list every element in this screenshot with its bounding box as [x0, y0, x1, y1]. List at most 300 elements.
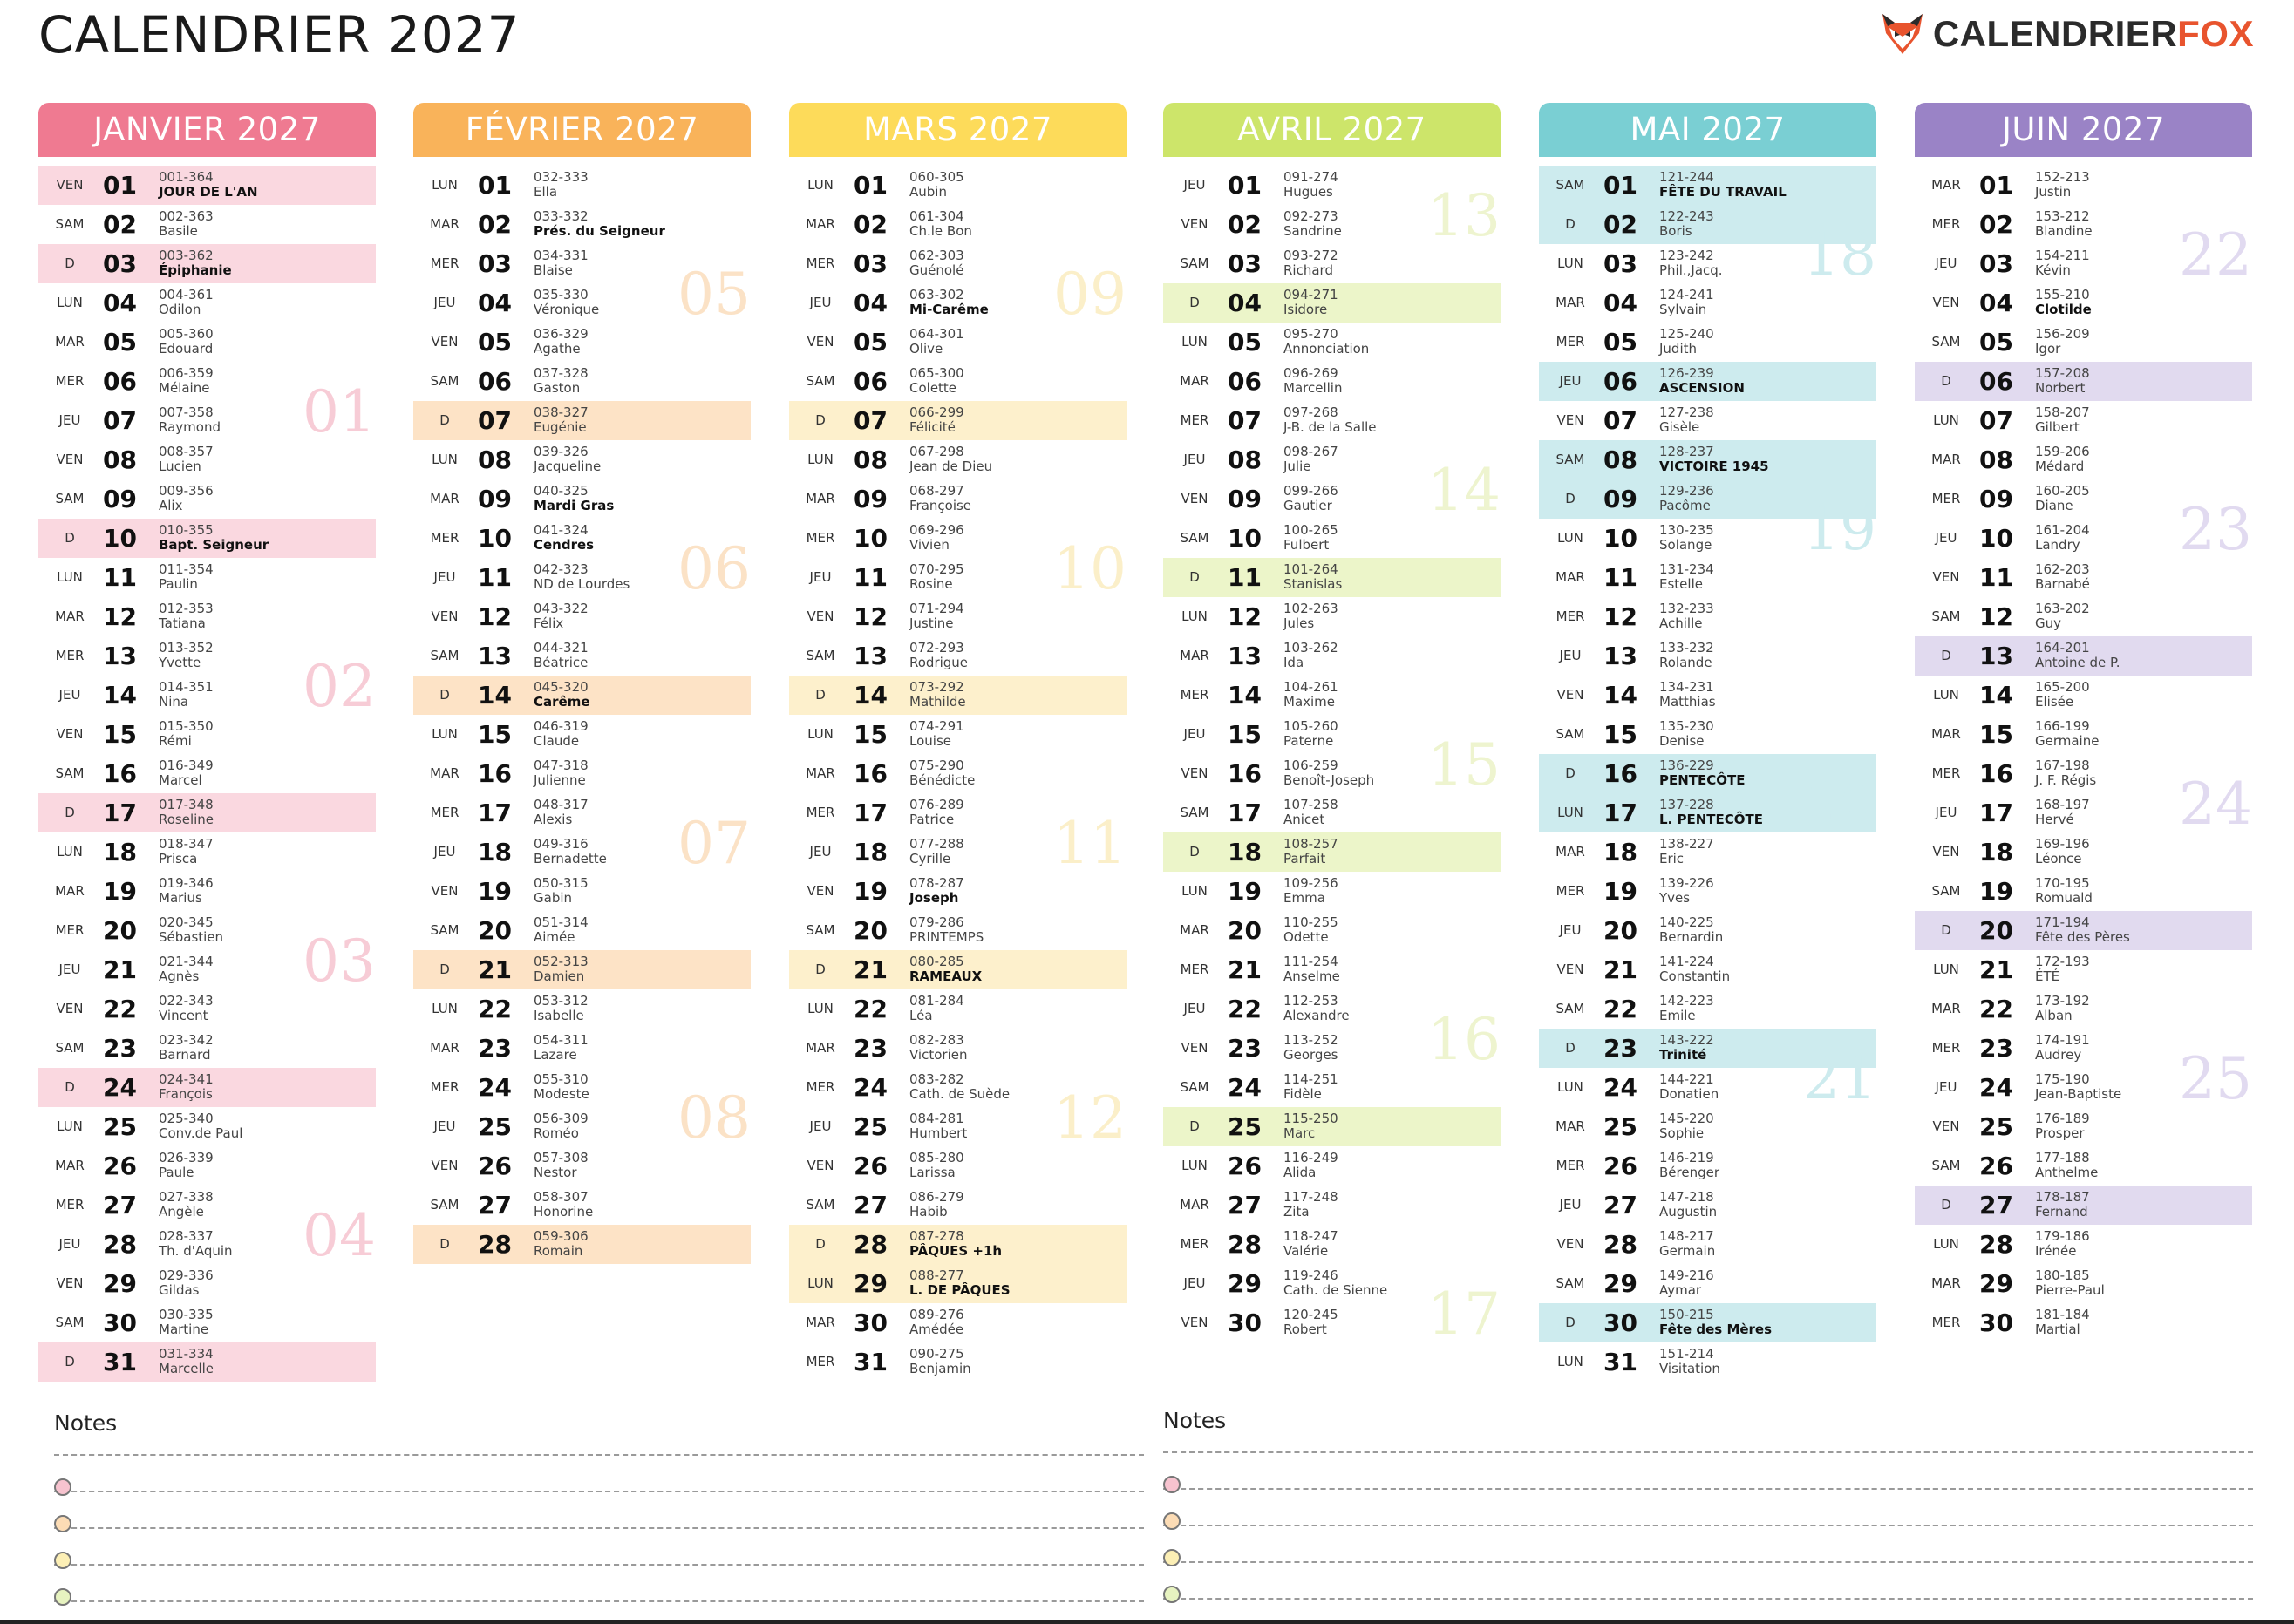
day-row[interactable] [1915, 636, 2252, 676]
notes-line[interactable] [54, 1600, 1144, 1602]
saint-name: Marius [159, 890, 202, 906]
day-of-year-code: 132-233 [1659, 601, 1714, 616]
day-row[interactable] [38, 1303, 376, 1342]
saint-name: Th. d'Aquin [159, 1243, 233, 1259]
weekday-label: MER [806, 805, 835, 820]
day-number: 11 [854, 563, 888, 592]
day-of-year-code: 131-234 [1659, 561, 1714, 577]
day-row[interactable] [38, 166, 376, 205]
day-row[interactable] [1915, 401, 2252, 440]
day-info [1659, 288, 1714, 317]
day-number: 03 [854, 249, 888, 278]
day-row[interactable] [1539, 1107, 1876, 1146]
day-row[interactable] [789, 989, 1127, 1029]
day-number: 23 [1979, 1034, 2013, 1063]
weekday-label: MAR [430, 491, 459, 506]
day-row[interactable] [38, 323, 376, 362]
day-info [159, 1072, 214, 1102]
day-number: 26 [1979, 1152, 2013, 1180]
weekday-label: JEU [1935, 1079, 1957, 1095]
day-row[interactable] [38, 1146, 376, 1186]
notes-checkbox-circle[interactable] [1163, 1512, 1181, 1530]
day-info [534, 209, 665, 239]
day-row[interactable] [789, 715, 1127, 754]
day-row[interactable] [789, 1264, 1127, 1303]
holiday-name: Cendres [534, 537, 595, 553]
notes-checkbox-circle[interactable] [1163, 1476, 1181, 1493]
day-of-year-code: 074-291 [909, 718, 964, 734]
day-of-year-code: 006-359 [159, 365, 214, 381]
day-row[interactable] [1539, 676, 1876, 715]
saint-name: Aymar [1659, 1282, 1702, 1298]
day-row[interactable] [413, 989, 751, 1029]
day-list [1915, 166, 2252, 1342]
day-row[interactable] [38, 872, 376, 911]
notes-line[interactable] [1163, 1598, 2253, 1600]
notes-line[interactable] [1163, 1488, 2253, 1490]
saint-name: Gautier [1283, 498, 1332, 513]
day-row[interactable] [413, 636, 751, 676]
day-row[interactable] [1915, 362, 2252, 401]
weekday-label: MER [55, 648, 85, 663]
day-row[interactable] [413, 950, 751, 989]
day-row[interactable] [1539, 1264, 1876, 1303]
day-row[interactable] [413, 715, 751, 754]
day-row[interactable] [38, 754, 376, 793]
day-number: 29 [1228, 1269, 1262, 1298]
notes-checkbox-circle[interactable] [54, 1552, 71, 1569]
day-row[interactable] [789, 1146, 1127, 1186]
day-row[interactable] [1539, 1342, 1876, 1382]
notes-line[interactable] [54, 1564, 1144, 1566]
day-row[interactable] [789, 911, 1127, 950]
day-of-year-code: 112-253 [1283, 993, 1338, 1009]
day-info [909, 837, 964, 866]
day-row[interactable] [1539, 166, 1876, 205]
saint-name: Rémi [159, 733, 192, 749]
saint-name: Fulbert [1283, 537, 1330, 553]
day-row[interactable] [38, 1107, 376, 1146]
weekday-label: MAR [1555, 1118, 1585, 1134]
day-row[interactable] [789, 205, 1127, 244]
day-row[interactable] [38, 715, 376, 754]
day-row[interactable] [1163, 911, 1501, 950]
day-info [1283, 680, 1338, 710]
day-of-year-code: 005-360 [159, 326, 214, 342]
saint-name: Isidore [1283, 302, 1328, 317]
day-row[interactable] [413, 597, 751, 636]
saint-name: ÉTÉ [2035, 968, 2060, 984]
weekday-label: SAM [1931, 1158, 1961, 1173]
day-of-year-code: 008-357 [159, 444, 214, 459]
day-row[interactable] [38, 519, 376, 558]
day-row[interactable] [1539, 832, 1876, 872]
holiday-name: PENTECÔTE [1659, 772, 1746, 788]
day-row[interactable] [1915, 989, 2252, 1029]
weekday-label: MAR [1931, 726, 1961, 742]
day-row[interactable] [38, 558, 376, 597]
saint-name: Gilbert [2035, 419, 2080, 435]
saint-name: Olive [909, 341, 943, 357]
weekday-label: LUN [57, 1118, 83, 1134]
saint-name: Victorien [909, 1047, 968, 1063]
weekday-label: SAM [55, 216, 85, 232]
saint-name: Sandrine [1283, 223, 1342, 239]
weekday-label: SAM [430, 1197, 459, 1213]
day-info [909, 798, 964, 827]
day-of-year-code: 071-294 [909, 601, 964, 616]
day-row[interactable] [789, 479, 1127, 519]
day-row[interactable] [1163, 832, 1501, 872]
day-info [909, 1308, 964, 1337]
day-row[interactable] [1915, 1146, 2252, 1186]
saint-name: Paule [159, 1165, 194, 1180]
day-info [909, 1111, 967, 1141]
day-row[interactable] [1163, 676, 1501, 715]
day-of-year-code: 147-218 [1659, 1189, 1714, 1205]
notes-label: Notes [1163, 1408, 1227, 1433]
day-info [159, 170, 258, 200]
day-of-year-code: 158-207 [2035, 404, 2090, 420]
day-of-year-code: 058-307 [534, 1189, 589, 1205]
day-row[interactable] [1539, 362, 1876, 401]
day-row[interactable] [38, 1068, 376, 1107]
day-row[interactable] [789, 676, 1127, 715]
notes-line[interactable] [54, 1491, 1144, 1492]
day-row[interactable] [413, 1029, 751, 1068]
day-row[interactable] [38, 832, 376, 872]
month-column-mar [789, 103, 1127, 1382]
day-number: 10 [1228, 524, 1262, 553]
saint-name: Fête des Pères [2035, 929, 2130, 945]
day-row[interactable] [1915, 1107, 2252, 1146]
saint-name: Claude [534, 733, 580, 749]
day-number: 21 [1228, 955, 1262, 984]
day-row[interactable] [413, 323, 751, 362]
day-row[interactable] [38, 479, 376, 519]
day-row[interactable] [1163, 1186, 1501, 1225]
day-row[interactable] [38, 1264, 376, 1303]
day-row[interactable] [1539, 1225, 1876, 1264]
day-row[interactable] [413, 676, 751, 715]
saint-name: Elisée [2035, 694, 2074, 710]
day-of-year-code: 077-288 [909, 836, 964, 852]
day-row[interactable] [1915, 1264, 2252, 1303]
day-row[interactable] [1915, 715, 2252, 754]
day-number: 03 [103, 249, 137, 278]
holiday-name: ASCENSION [1659, 380, 1745, 396]
day-row[interactable] [38, 597, 376, 636]
weekday-label: MER [1555, 334, 1585, 350]
day-row[interactable] [789, 1303, 1127, 1342]
day-row[interactable] [413, 1146, 751, 1186]
day-row[interactable] [413, 1186, 751, 1225]
notes-line[interactable] [54, 1454, 1144, 1456]
day-row[interactable] [1915, 1225, 2252, 1264]
day-row[interactable] [789, 1225, 1127, 1264]
day-row[interactable] [1915, 323, 2252, 362]
day-row[interactable] [1539, 283, 1876, 323]
day-info [1659, 719, 1714, 749]
day-row[interactable] [789, 323, 1127, 362]
day-row[interactable] [789, 166, 1127, 205]
day-row[interactable] [1539, 715, 1876, 754]
notes-line[interactable] [54, 1527, 1144, 1529]
day-row[interactable] [789, 362, 1127, 401]
day-row[interactable] [1163, 558, 1501, 597]
day-row[interactable] [1915, 597, 2252, 636]
day-number: 14 [1603, 681, 1637, 710]
day-row[interactable] [413, 479, 751, 519]
day-info [1283, 837, 1338, 866]
day-info [2035, 484, 2090, 513]
day-row[interactable] [38, 793, 376, 832]
day-of-year-code: 121-244 [1659, 169, 1714, 185]
day-number: 15 [103, 720, 137, 749]
day-row[interactable] [1539, 1186, 1876, 1225]
day-row[interactable] [413, 401, 751, 440]
day-row[interactable] [1539, 872, 1876, 911]
day-row[interactable] [1915, 832, 2252, 872]
weekday-label: SAM [806, 648, 835, 663]
month-column-jan [38, 103, 376, 1382]
day-row[interactable] [789, 1186, 1127, 1225]
notes-checkbox-circle[interactable] [54, 1515, 71, 1532]
day-row[interactable] [1163, 950, 1501, 989]
day-of-year-code: 021-344 [159, 954, 214, 969]
notes-checkbox-circle[interactable] [1163, 1549, 1181, 1566]
day-row[interactable] [1539, 440, 1876, 479]
day-info [159, 248, 232, 278]
weekday-label: MER [1555, 883, 1585, 899]
day-number: 22 [1603, 995, 1637, 1023]
notes-checkbox-circle[interactable] [54, 1478, 71, 1496]
day-row[interactable] [1163, 1068, 1501, 1107]
day-row[interactable] [1163, 401, 1501, 440]
day-of-year-code: 029-336 [159, 1267, 214, 1283]
week-number: 14 [1427, 457, 1501, 524]
day-of-year-code: 064-301 [909, 326, 964, 342]
saint-name: Félicité [909, 419, 956, 435]
day-of-year-code: 133-232 [1659, 640, 1714, 656]
day-row[interactable] [789, 597, 1127, 636]
day-row[interactable] [1915, 283, 2252, 323]
notes-line[interactable] [1163, 1561, 2253, 1563]
saint-name: Parfait [1283, 851, 1326, 866]
weekday-label: MAR [1555, 295, 1585, 310]
weekday-label: LUN [1933, 1236, 1959, 1252]
saint-name: Germain [1659, 1243, 1716, 1259]
day-row[interactable] [413, 166, 751, 205]
day-row[interactable] [1163, 283, 1501, 323]
saint-name: Habib [909, 1204, 948, 1220]
day-info [2035, 1229, 2090, 1259]
day-info [1659, 1151, 1719, 1180]
day-row[interactable] [1163, 323, 1501, 362]
day-row[interactable] [1915, 1186, 2252, 1225]
day-row[interactable] [1539, 597, 1876, 636]
weekday-label: LUN [807, 726, 834, 742]
saint-name: Martine [159, 1322, 209, 1337]
saint-name: Anthelme [2035, 1165, 2099, 1180]
day-of-year-code: 117-248 [1283, 1189, 1338, 1205]
day-row[interactable] [413, 205, 751, 244]
day-of-year-code: 053-312 [534, 993, 589, 1009]
day-info [159, 288, 214, 317]
day-row[interactable] [1163, 636, 1501, 676]
day-of-year-code: 056-309 [534, 1111, 589, 1126]
saint-name: Eugénie [534, 419, 587, 435]
saint-name: Yves [1659, 890, 1691, 906]
week-number: 18 [1803, 221, 1876, 289]
day-row[interactable] [789, 872, 1127, 911]
day-row[interactable] [789, 440, 1127, 479]
day-row[interactable] [38, 205, 376, 244]
day-row[interactable] [1163, 793, 1501, 832]
weekday-label: D [1189, 295, 1200, 310]
day-row[interactable] [413, 754, 751, 793]
day-info [1659, 680, 1716, 710]
weekday-label: D [1941, 922, 1951, 938]
day-row[interactable] [1163, 1225, 1501, 1264]
day-info [2035, 523, 2090, 553]
day-row[interactable] [789, 950, 1127, 989]
day-row[interactable] [1915, 558, 2252, 597]
day-info [2035, 1111, 2090, 1141]
day-row[interactable] [1163, 597, 1501, 636]
day-row[interactable] [413, 911, 751, 950]
day-of-year-code: 046-319 [534, 718, 589, 734]
calendrierfox-logo[interactable] [1881, 9, 2254, 59]
day-row[interactable] [789, 401, 1127, 440]
day-row[interactable] [1539, 950, 1876, 989]
day-number: 16 [1603, 759, 1637, 788]
day-row[interactable] [1539, 558, 1876, 597]
day-info [534, 405, 589, 435]
day-of-year-code: 156-209 [2035, 326, 2090, 342]
day-row[interactable] [1163, 362, 1501, 401]
day-row[interactable] [1539, 989, 1876, 1029]
day-number: 04 [103, 289, 137, 317]
day-info [909, 1033, 967, 1063]
day-row[interactable] [789, 636, 1127, 676]
day-of-year-code: 136-229 [1659, 758, 1714, 773]
day-row[interactable] [1915, 440, 2252, 479]
saint-name: Bénédicte [909, 772, 976, 788]
notes-checkbox-circle[interactable] [54, 1588, 71, 1606]
day-row[interactable] [413, 872, 751, 911]
day-row[interactable] [1163, 872, 1501, 911]
day-number: 23 [1603, 1034, 1637, 1063]
weekday-label: JEU [809, 295, 832, 310]
saint-name: Romuald [2035, 890, 2093, 906]
weekday-label: VEN [807, 883, 834, 899]
day-info [909, 719, 964, 749]
holiday-name: RAMEAUX [909, 968, 983, 984]
saint-name: Lucien [159, 459, 201, 474]
weekday-label: VEN [1932, 295, 1960, 310]
day-number: 24 [1228, 1073, 1262, 1102]
day-info [534, 1151, 589, 1180]
weekday-label: D [815, 961, 826, 977]
notes-checkbox-circle[interactable] [1163, 1586, 1181, 1603]
day-row[interactable] [1163, 244, 1501, 283]
day-row[interactable] [38, 244, 376, 283]
day-of-year-code: 023-342 [159, 1032, 214, 1048]
weekday-label: JEU [1559, 922, 1582, 938]
day-row[interactable] [1163, 1146, 1501, 1186]
day-of-year-code: 086-279 [909, 1189, 964, 1205]
day-row[interactable] [1915, 1303, 2252, 1342]
day-row[interactable] [413, 362, 751, 401]
day-row[interactable] [38, 440, 376, 479]
day-row[interactable] [1915, 166, 2252, 205]
day-of-year-code: 111-254 [1283, 954, 1338, 969]
day-number: 10 [478, 524, 512, 553]
day-of-year-code: 012-353 [159, 601, 214, 616]
week-number: 21 [1803, 1045, 1876, 1112]
day-row[interactable] [38, 989, 376, 1029]
weekday-label: MAR [1180, 922, 1209, 938]
day-row[interactable] [1915, 872, 2252, 911]
day-of-year-code: 135-230 [1659, 718, 1714, 734]
day-row[interactable] [38, 1342, 376, 1382]
day-number: 05 [103, 328, 137, 357]
notes-line[interactable] [1163, 1451, 2253, 1453]
saint-name: Richard [1283, 262, 1333, 278]
day-row[interactable] [1539, 323, 1876, 362]
saint-name: Cath. de Suède [909, 1086, 1011, 1102]
day-of-year-code: 042-323 [534, 561, 589, 577]
weekday-label: JEU [1183, 1001, 1206, 1016]
day-row[interactable] [1915, 676, 2252, 715]
day-row[interactable] [1539, 636, 1876, 676]
day-row[interactable] [413, 1225, 751, 1264]
day-of-year-code: 035-330 [534, 287, 589, 302]
day-row[interactable] [413, 440, 751, 479]
day-number: 25 [1603, 1112, 1637, 1141]
day-row[interactable] [1539, 1303, 1876, 1342]
notes-line[interactable] [1163, 1525, 2253, 1526]
weekday-label: LUN [57, 295, 83, 310]
day-number: 04 [1228, 289, 1262, 317]
week-number: 22 [2179, 221, 2252, 289]
day-row[interactable] [789, 1029, 1127, 1068]
day-row[interactable] [1539, 911, 1876, 950]
weekday-label: JEU [1559, 1197, 1582, 1213]
day-info [1659, 562, 1714, 592]
day-row[interactable] [38, 1029, 376, 1068]
day-row[interactable] [1163, 519, 1501, 558]
day-of-year-code: 122-243 [1659, 208, 1714, 224]
weekday-label: MER [430, 530, 459, 546]
day-row[interactable] [789, 1342, 1127, 1382]
day-row[interactable] [38, 283, 376, 323]
day-info [159, 994, 214, 1023]
day-info [2035, 1151, 2098, 1180]
weekday-label: MAR [806, 491, 835, 506]
week-number: 12 [1053, 1084, 1127, 1152]
day-row[interactable] [789, 754, 1127, 793]
day-number: 12 [854, 602, 888, 631]
day-row[interactable] [1539, 1146, 1876, 1186]
day-row[interactable] [1915, 950, 2252, 989]
day-row[interactable] [1163, 1107, 1501, 1146]
day-number: 25 [103, 1112, 137, 1141]
day-number: 30 [1603, 1308, 1637, 1337]
day-row[interactable] [1915, 911, 2252, 950]
day-row[interactable] [1539, 401, 1876, 440]
